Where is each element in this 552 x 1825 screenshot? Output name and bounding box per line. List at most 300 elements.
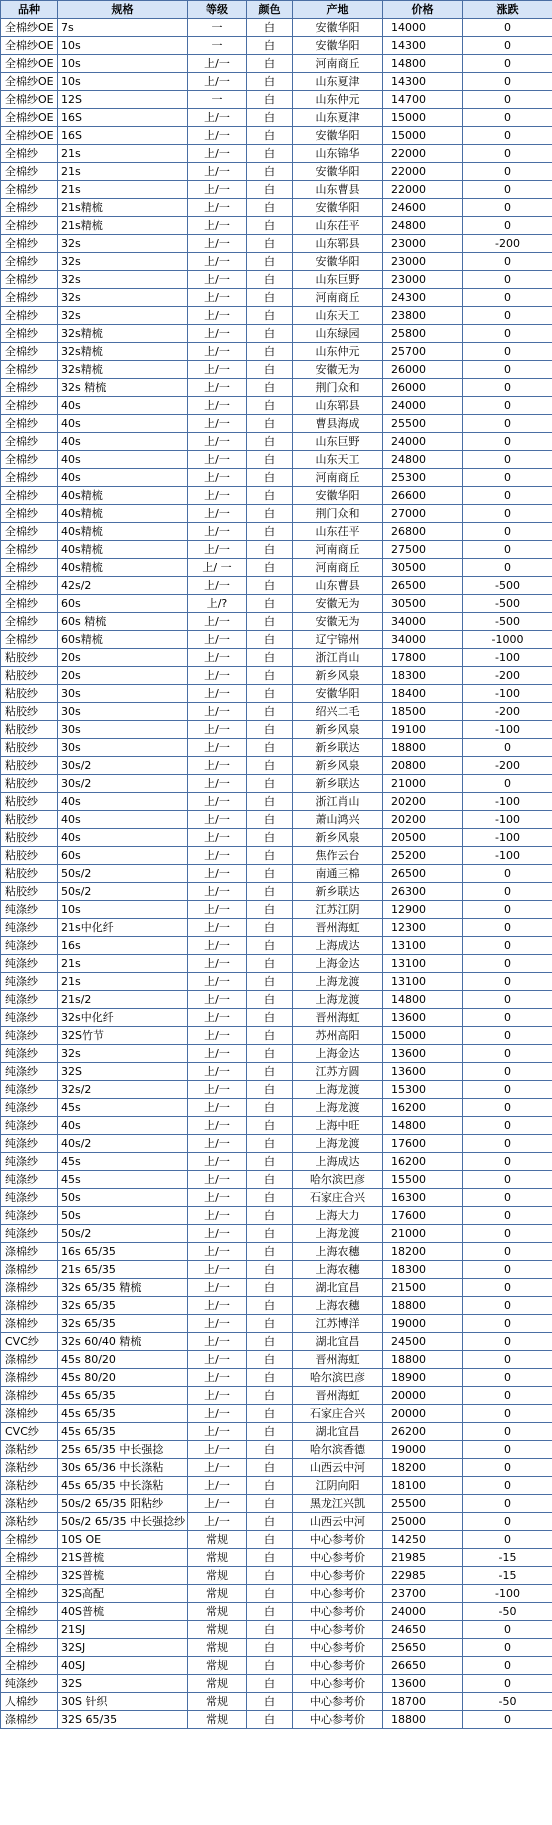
variety-cell: 涤粘纱 [1,1513,58,1531]
variety-cell: 全棉纱 [1,451,58,469]
color-cell: 白 [247,829,293,847]
price-cell: 27500 [383,541,463,559]
grade-cell: 上/一 [188,757,247,775]
price-cell: 26500 [383,577,463,595]
variety-cell: 粘胶纱 [1,757,58,775]
variety-cell: 涤棉纱 [1,1387,58,1405]
variety-cell: 涤棉纱 [1,1297,58,1315]
origin-cell: 苏州高阳 [293,1027,383,1045]
spec-cell: 20s [58,667,188,685]
variety-cell: 纯涤纱 [1,1171,58,1189]
change-cell: 0 [463,1657,552,1675]
spec-cell: 16s 65/35 [58,1243,188,1261]
origin-cell: 焦作云台 [293,847,383,865]
variety-cell: 纯涤纱 [1,919,58,937]
spec-cell: 50s/2 65/35 阳粘纱 [58,1495,188,1513]
spec-cell: 40s/2 [58,1135,188,1153]
origin-cell: 上海龙渡 [293,1225,383,1243]
change-cell: 0 [463,1279,552,1297]
origin-cell: 安徽无为 [293,595,383,613]
color-cell: 白 [247,991,293,1009]
table-row [1,1171,552,1189]
grade-cell: 上/一 [188,1189,247,1207]
price-cell: 19000 [383,1441,463,1459]
color-cell: 白 [247,1657,293,1675]
price-cell: 26300 [383,883,463,901]
price-cell: 25500 [383,1495,463,1513]
price-cell: 19000 [383,1315,463,1333]
color-cell: 白 [247,1117,293,1135]
origin-cell: 山东茌平 [293,217,383,235]
color-cell: 白 [247,577,293,595]
grade-cell: 上/一 [188,685,247,703]
price-cell: 20200 [383,811,463,829]
grade-cell: 上/一 [188,1423,247,1441]
origin-cell: 山东巨野 [293,271,383,289]
grade-cell: 上/一 [188,307,247,325]
grade-cell: 上/一 [188,55,247,73]
spec-cell: 40s [58,451,188,469]
price-cell: 12300 [383,919,463,937]
price-cell: 14700 [383,91,463,109]
color-cell: 白 [247,973,293,991]
table-row [1,181,552,199]
origin-cell: 上海龙渡 [293,1135,383,1153]
origin-cell: 新乡风泉 [293,667,383,685]
color-cell: 白 [247,793,293,811]
change-cell: 0 [463,937,552,955]
origin-cell: 河南商丘 [293,469,383,487]
color-cell: 白 [247,1711,293,1729]
table-row [1,1513,552,1531]
variety-cell: 粘胶纱 [1,811,58,829]
spec-cell: 30S 针织 [58,1693,188,1711]
table-row [1,1675,552,1693]
spec-cell: 21s [58,163,188,181]
origin-cell: 哈尔滨香德 [293,1441,383,1459]
change-cell: 0 [463,1639,552,1657]
grade-cell: 上/一 [188,541,247,559]
table-row [1,199,552,217]
variety-cell: 纯涤纱 [1,1009,58,1027]
variety-cell: 全棉纱OE [1,91,58,109]
origin-cell: 浙江肖山 [293,793,383,811]
price-cell: 26650 [383,1657,463,1675]
table-row [1,937,552,955]
change-cell: -100 [463,847,552,865]
variety-cell: 涤棉纱 [1,1315,58,1333]
variety-cell: 粘胶纱 [1,847,58,865]
spec-cell: 10s [58,37,188,55]
table-row [1,919,552,937]
grade-cell: 上/一 [188,1405,247,1423]
variety-cell: 纯涤纱 [1,1063,58,1081]
price-cell: 13100 [383,955,463,973]
origin-cell: 上海龙渡 [293,1099,383,1117]
table-row [1,685,552,703]
variety-cell: 全棉纱 [1,1621,58,1639]
change-cell: 0 [463,1369,552,1387]
price-cell: 18400 [383,685,463,703]
price-cell: 13600 [383,1009,463,1027]
variety-cell: 涤粘纱 [1,1459,58,1477]
grade-cell: 上/一 [188,505,247,523]
table-row [1,55,552,73]
color-cell: 白 [247,1549,293,1567]
color-cell: 白 [247,1153,293,1171]
price-cell: 27000 [383,505,463,523]
change-cell: 0 [463,1405,552,1423]
color-cell: 白 [247,289,293,307]
origin-cell: 河南商丘 [293,541,383,559]
variety-cell: 全棉纱 [1,325,58,343]
change-cell: -100 [463,1585,552,1603]
variety-cell: 纯涤纱 [1,1135,58,1153]
spec-cell: 45s 65/35 中长涤粘 [58,1477,188,1495]
table-row [1,1531,552,1549]
price-cell: 14300 [383,73,463,91]
grade-cell: 上/一 [188,577,247,595]
change-cell: 0 [463,973,552,991]
spec-cell: 60s [58,847,188,865]
table-row [1,631,552,649]
spec-cell: 16S [58,109,188,127]
spec-cell: 16s [58,937,188,955]
origin-cell: 山东曹县 [293,181,383,199]
price-cell: 24000 [383,1603,463,1621]
spec-cell: 21s 65/35 [58,1261,188,1279]
spec-cell: 10s [58,901,188,919]
spec-cell: 21SJ [58,1621,188,1639]
variety-cell: 纯涤纱 [1,973,58,991]
price-cell: 30500 [383,559,463,577]
change-cell: 0 [463,91,552,109]
grade-cell: 上/一 [188,1315,247,1333]
price-cell: 24000 [383,433,463,451]
table-row [1,451,552,469]
price-cell: 24650 [383,1621,463,1639]
variety-cell: 纯涤纱 [1,901,58,919]
price-cell: 13600 [383,1045,463,1063]
variety-cell: 粘胶纱 [1,703,58,721]
table-row [1,883,552,901]
color-cell: 白 [247,469,293,487]
change-cell: 0 [463,307,552,325]
color-cell: 白 [247,703,293,721]
grade-cell: 上/一 [188,937,247,955]
origin-cell: 新乡联达 [293,883,383,901]
color-cell: 白 [247,343,293,361]
table-row [1,1459,552,1477]
header-variety: 品种 [1,1,58,19]
variety-cell: 全棉纱 [1,217,58,235]
origin-cell: 中心参考价 [293,1711,383,1729]
color-cell: 白 [247,127,293,145]
origin-cell: 浙江肖山 [293,649,383,667]
grade-cell: 上/一 [188,847,247,865]
variety-cell: 全棉纱 [1,523,58,541]
grade-cell: 上/一 [188,775,247,793]
price-cell: 20200 [383,793,463,811]
origin-cell: 中心参考价 [293,1693,383,1711]
origin-cell: 山东夏津 [293,109,383,127]
change-cell: 0 [463,217,552,235]
origin-cell: 山东仲元 [293,91,383,109]
variety-cell: 全棉纱 [1,1567,58,1585]
origin-cell: 山东郓县 [293,397,383,415]
change-cell: 0 [463,1477,552,1495]
change-cell: 0 [463,1513,552,1531]
price-cell: 16200 [383,1099,463,1117]
grade-cell: 常规 [188,1621,247,1639]
spec-cell: 32s 65/35 [58,1315,188,1333]
variety-cell: 纯涤纱 [1,1153,58,1171]
price-cell: 18800 [383,1297,463,1315]
grade-cell: 常规 [188,1693,247,1711]
change-cell: 0 [463,505,552,523]
price-cell: 18800 [383,1711,463,1729]
grade-cell: 上/一 [188,451,247,469]
change-cell: 0 [463,37,552,55]
origin-cell: 河南商丘 [293,289,383,307]
spec-cell: 10s [58,73,188,91]
variety-cell: 纯涤纱 [1,1045,58,1063]
change-cell: -100 [463,811,552,829]
table-row [1,1315,552,1333]
grade-cell: 上/一 [188,343,247,361]
variety-cell: 全棉纱 [1,541,58,559]
table-row [1,847,552,865]
color-cell: 白 [247,1513,293,1531]
grade-cell: 上/一 [188,1009,247,1027]
price-cell: 24800 [383,451,463,469]
color-cell: 白 [247,937,293,955]
table-row [1,829,552,847]
spec-cell: 50s [58,1207,188,1225]
price-cell: 26800 [383,523,463,541]
price-cell: 18300 [383,667,463,685]
grade-cell: 上/一 [188,1225,247,1243]
spec-cell: 7s [58,19,188,37]
table-row [1,1207,552,1225]
spec-cell: 21s精梳 [58,217,188,235]
variety-cell: 全棉纱 [1,415,58,433]
variety-cell: 涤棉纱 [1,1351,58,1369]
spec-cell: 30s/2 [58,775,188,793]
table-row [1,955,552,973]
change-cell: 0 [463,1081,552,1099]
change-cell: 0 [463,109,552,127]
change-cell: 0 [463,559,552,577]
spec-cell: 32S高配 [58,1585,188,1603]
price-cell: 23700 [383,1585,463,1603]
origin-cell: 山西云中河 [293,1459,383,1477]
grade-cell: 上/一 [188,1513,247,1531]
grade-cell: 常规 [188,1657,247,1675]
spec-cell: 32s [58,271,188,289]
color-cell: 白 [247,361,293,379]
grade-cell: 一 [188,91,247,109]
price-cell: 22000 [383,163,463,181]
variety-cell: 涤粘纱 [1,1495,58,1513]
price-cell: 25000 [383,1513,463,1531]
table-row [1,649,552,667]
change-cell: 0 [463,451,552,469]
grade-cell: 上/一 [188,865,247,883]
price-cell: 22000 [383,181,463,199]
change-cell: 0 [463,1171,552,1189]
spec-cell: 30s [58,721,188,739]
grade-cell: 上/一 [188,109,247,127]
price-cell: 13100 [383,973,463,991]
table-row [1,289,552,307]
change-cell: -15 [463,1549,552,1567]
table-row [1,1333,552,1351]
header-row [1,1,552,19]
origin-cell: 上海农穗 [293,1297,383,1315]
table-row [1,1297,552,1315]
price-cell: 25700 [383,343,463,361]
color-cell: 白 [247,541,293,559]
variety-cell: 粘胶纱 [1,775,58,793]
grade-cell: 上/一 [188,613,247,631]
variety-cell: 纯涤纱 [1,955,58,973]
change-cell: 0 [463,433,552,451]
change-cell: 0 [463,181,552,199]
table-row [1,73,552,91]
table-row [1,1693,552,1711]
spec-cell: 32s 65/35 精梳 [58,1279,188,1297]
variety-cell: 全棉纱 [1,613,58,631]
table-row [1,559,552,577]
origin-cell: 哈尔滨巴彦 [293,1369,383,1387]
table-row [1,1657,552,1675]
price-cell: 26600 [383,487,463,505]
color-cell: 白 [247,37,293,55]
grade-cell: 上/一 [188,667,247,685]
table-row [1,1099,552,1117]
change-cell: 0 [463,1351,552,1369]
table-row [1,469,552,487]
table-row [1,1621,552,1639]
change-cell: 0 [463,1207,552,1225]
change-cell: 0 [463,1387,552,1405]
origin-cell: 荆门众和 [293,379,383,397]
origin-cell: 江阴向阳 [293,1477,383,1495]
change-cell: 0 [463,1459,552,1477]
grade-cell: 上/一 [188,1063,247,1081]
color-cell: 白 [247,811,293,829]
change-cell: 0 [463,379,552,397]
spec-cell: 32s [58,1045,188,1063]
color-cell: 白 [247,73,293,91]
origin-cell: 江苏江阴 [293,901,383,919]
origin-cell: 山东天工 [293,307,383,325]
spec-cell: 32s精梳 [58,325,188,343]
grade-cell: 上/一 [188,883,247,901]
variety-cell: 全棉纱 [1,1549,58,1567]
origin-cell: 安徽华阳 [293,163,383,181]
variety-cell: 纯涤纱 [1,1027,58,1045]
origin-cell: 上海农穗 [293,1261,383,1279]
spec-cell: 40s [58,397,188,415]
spec-cell: 20s [58,649,188,667]
grade-cell: 上/ 一 [188,559,247,577]
change-cell: 0 [463,415,552,433]
spec-cell: 32s [58,289,188,307]
grade-cell: 上/? [188,595,247,613]
spec-cell: 21s [58,181,188,199]
color-cell: 白 [247,433,293,451]
price-cell: 26500 [383,865,463,883]
grade-cell: 常规 [188,1531,247,1549]
price-cell: 14300 [383,37,463,55]
price-cell: 15000 [383,1027,463,1045]
origin-cell: 晋州海虹 [293,1387,383,1405]
table-row [1,1243,552,1261]
spec-cell: 21s精梳 [58,199,188,217]
origin-cell: 湖北宜昌 [293,1423,383,1441]
variety-cell: 全棉纱 [1,397,58,415]
table-row [1,1045,552,1063]
change-cell: 0 [463,343,552,361]
color-cell: 白 [247,1567,293,1585]
table-row [1,1189,552,1207]
change-cell: 0 [463,289,552,307]
color-cell: 白 [247,163,293,181]
table-row [1,1441,552,1459]
color-cell: 白 [247,1171,293,1189]
color-cell: 白 [247,1693,293,1711]
color-cell: 白 [247,1675,293,1693]
change-cell: -100 [463,793,552,811]
table-row [1,667,552,685]
variety-cell: 全棉纱OE [1,55,58,73]
grade-cell: 上/一 [188,1351,247,1369]
table-row [1,397,552,415]
change-cell: 0 [463,523,552,541]
variety-cell: 全棉纱 [1,577,58,595]
variety-cell: 全棉纱OE [1,37,58,55]
grade-cell: 上/一 [188,721,247,739]
spec-cell: 30s/2 [58,757,188,775]
spec-cell: 40SJ [58,1657,188,1675]
origin-cell: 湖北宜昌 [293,1333,383,1351]
change-cell: 0 [463,19,552,37]
origin-cell: 曹县海成 [293,415,383,433]
color-cell: 白 [247,559,293,577]
change-cell: 0 [463,1063,552,1081]
variety-cell: 涤棉纱 [1,1711,58,1729]
price-cell: 15500 [383,1171,463,1189]
price-cell: 18100 [383,1477,463,1495]
variety-cell: CVC纱 [1,1423,58,1441]
price-cell: 18800 [383,1351,463,1369]
origin-cell: 中心参考价 [293,1657,383,1675]
color-cell: 白 [247,613,293,631]
spec-cell: 45s 65/35 [58,1387,188,1405]
variety-cell: 纯涤纱 [1,1207,58,1225]
variety-cell: 纯涤纱 [1,937,58,955]
table-row [1,433,552,451]
color-cell: 白 [247,1459,293,1477]
color-cell: 白 [247,757,293,775]
table-row [1,217,552,235]
variety-cell: 全棉纱 [1,559,58,577]
color-cell: 白 [247,1027,293,1045]
table-row [1,541,552,559]
grade-cell: 上/一 [188,379,247,397]
